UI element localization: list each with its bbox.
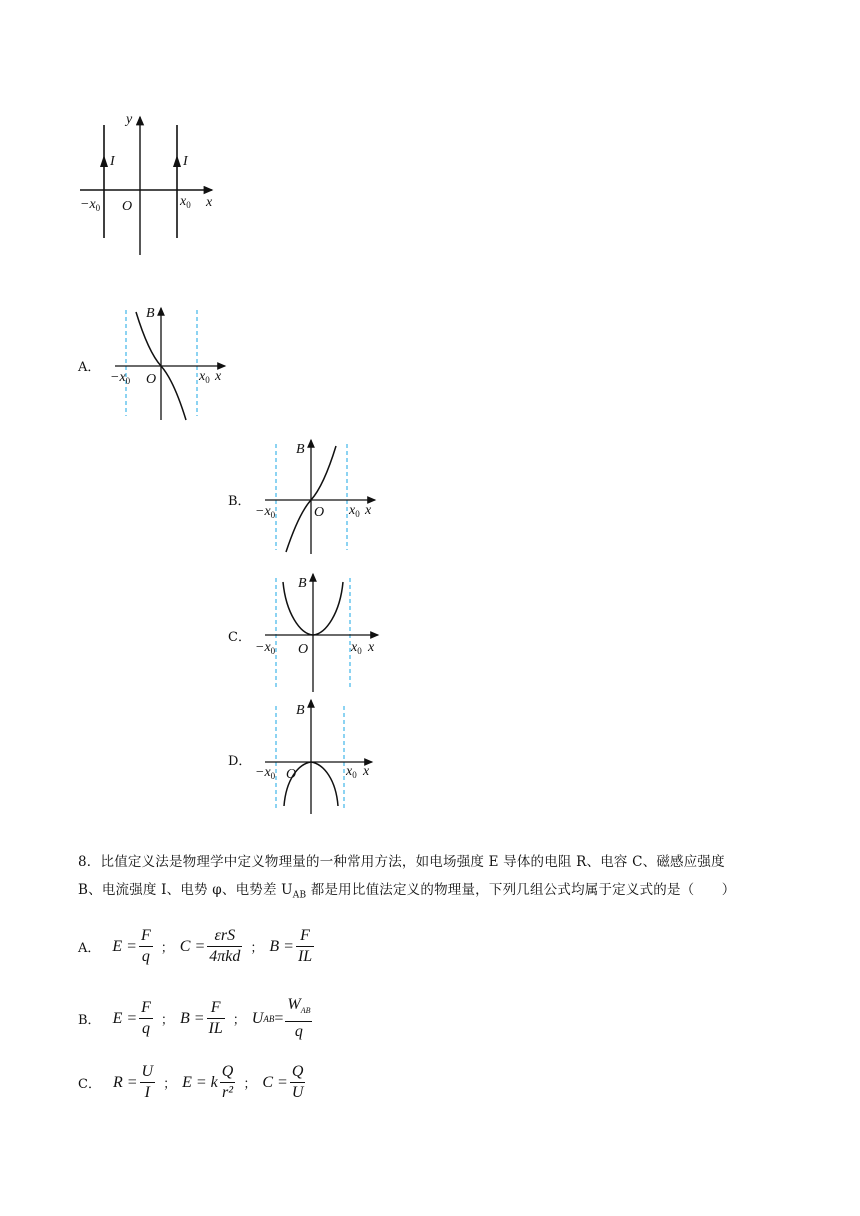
question-8-line-1: 8．比值定义法是物理学中定义物理量的一种常用方法，如电场强度 E 导体的电阻 R、电容 C、磁感应强度 — [78, 854, 725, 870]
choice-b-graph[interactable] — [250, 432, 390, 557]
svg-text:x: x — [368, 640, 375, 655]
svg-text:O: O — [298, 642, 309, 657]
question-8-stem — [78, 848, 798, 910]
svg-text:x: x — [363, 764, 370, 779]
x-axis-label: x — [206, 195, 213, 210]
choice-a-key[interactable]: A． — [78, 360, 101, 375]
current-arrow-left — [100, 155, 108, 167]
svg-text:B: B — [296, 703, 305, 718]
svg-text:x0: $x_0$ — [346, 764, 357, 780]
svg-text:B: B — [298, 576, 307, 591]
svg-text:x0: $x_0$ — [349, 503, 360, 519]
svg-text:B: B — [296, 442, 305, 457]
svg-text:−x0: $-x_0$ — [255, 504, 276, 520]
svg-text:−x0: $-x_0$ — [110, 370, 131, 386]
two-wire-figure — [70, 105, 240, 265]
current-label-left: I — [110, 154, 115, 169]
svg-text:−x0: $-x_0$ — [255, 640, 276, 656]
neg-x0-label: $-x_0$ — [80, 197, 101, 213]
svg-text:x0: $x_0$ — [351, 640, 362, 656]
svg-text:O: O — [314, 505, 325, 520]
origin-label: O — [122, 199, 133, 214]
choice-b-key[interactable]: B． — [228, 494, 251, 509]
y-axis-label: y — [126, 112, 133, 127]
choice-c-key[interactable]: C． — [228, 630, 251, 645]
svg-text:x: x — [365, 503, 372, 518]
svg-text:−x0: $-x_0$ — [255, 765, 276, 781]
choice-d-graph[interactable] — [250, 694, 390, 819]
choice-c-graph[interactable] — [250, 568, 390, 693]
q8-option-c[interactable]: C． R = $\frac{U}{I}$ ； E = k $\frac{Q}{\text{r²}}$ ； C = $\frac{Q}{U}$ — [78, 1063, 304, 1101]
choice-a-graph[interactable] — [100, 298, 240, 423]
svg-text:O: O — [286, 767, 297, 782]
pos-x0-label: $x_0$ — [180, 194, 191, 210]
svg-text:x0: $x_0$ — [199, 369, 210, 385]
q8-option-b[interactable]: B． E = $\frac{F}{q}$ ； B = $\frac{F}{IL}$ ； U AB = $\frac{W_{AB}}{q}$ — [78, 996, 311, 1041]
svg-text:x: x — [215, 369, 222, 384]
q8-option-a[interactable]: A． E = $\frac{F}{q}$ ； C = $\frac{\text{εrS}}{\text{4πkd}}$ ； B = $\frac{F}{IL}$ — [78, 927, 313, 965]
choice-d-key[interactable]: D． — [228, 754, 252, 769]
current-arrow-right — [173, 155, 181, 167]
svg-text:B: B — [146, 306, 155, 321]
question-8-line-2: B、电流强度 I、电势 φ、电势差 $U_{AB}$ 都是用比值法定义的物理量，下列几组公式均属于定义式的是（ ） — [78, 882, 736, 901]
svg-text:O: O — [146, 372, 157, 387]
current-label-right: I — [183, 154, 188, 169]
